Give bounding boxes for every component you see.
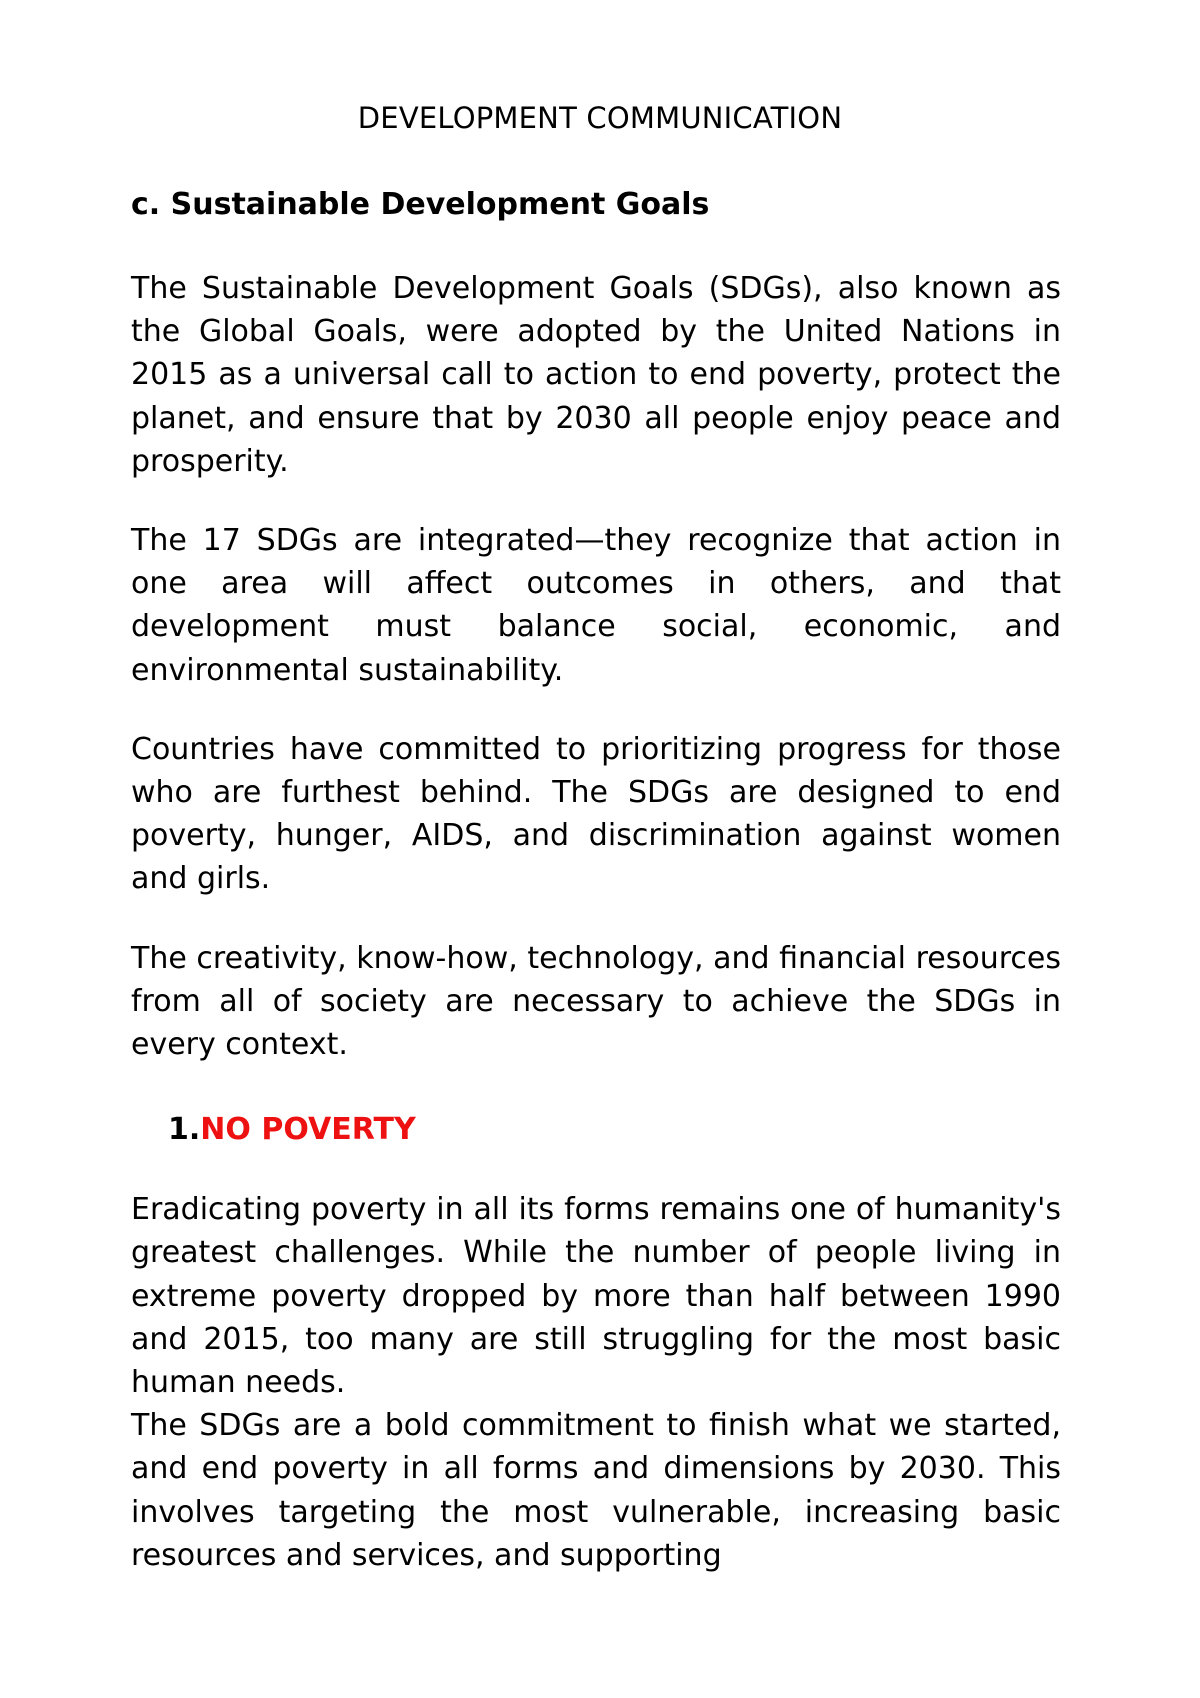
page-header: DEVELOPMENT COMMUNICATION bbox=[357, 101, 843, 135]
goal-number: 1. bbox=[168, 1112, 201, 1148]
paragraph-sdg-integrated: The 17 SDGs are integrated—they recognize that action in one area will affect outcomes in others, and that development must balance social, economic, and environmental sustainability. bbox=[131, 523, 1061, 688]
goal-title: NO POVERTY bbox=[200, 1112, 416, 1148]
paragraph-sdg-resources: The creativity, know-how, technology, and financial resources from all of society are necessary to achieve the SDGs in every context. bbox=[131, 940, 1061, 1063]
section-title: c. Sustainable Development Goals bbox=[131, 187, 710, 222]
document-body bbox=[131, 183, 1061, 1577]
paragraph-sdg-intro: The Sustainable Development Goals (SDGs), also known as the Global Goals, were adopted by the United Nations in 2015 as a universal call to action to end poverty, protect the planet, and ensure that by 2030 all people enjoy peace and prosperity. bbox=[131, 271, 1061, 479]
goal-heading bbox=[131, 1108, 1061, 1152]
paragraph-sdg-priorities: Countries have committed to prioritizing progress for those who are furthest behind. The SDGs are designed to end poverty, hunger, AIDS, and discrimination against women and girls. bbox=[131, 731, 1061, 897]
paragraph-goal-commitment: The SDGs are a bold commitment to finish what we started, and end poverty in all forms and dimensions by 2030. This involves targeting the most vulnerable, increasing basic resources and services, and supporting bbox=[131, 1408, 1061, 1573]
paragraph-goal-challenge: Eradicating poverty in all its forms remains one of humanity's greatest challenges. While the number of people living in extreme poverty dropped by more than half between 1990 and 2015, too many are still struggling for the most basic human needs. bbox=[131, 1192, 1061, 1401]
